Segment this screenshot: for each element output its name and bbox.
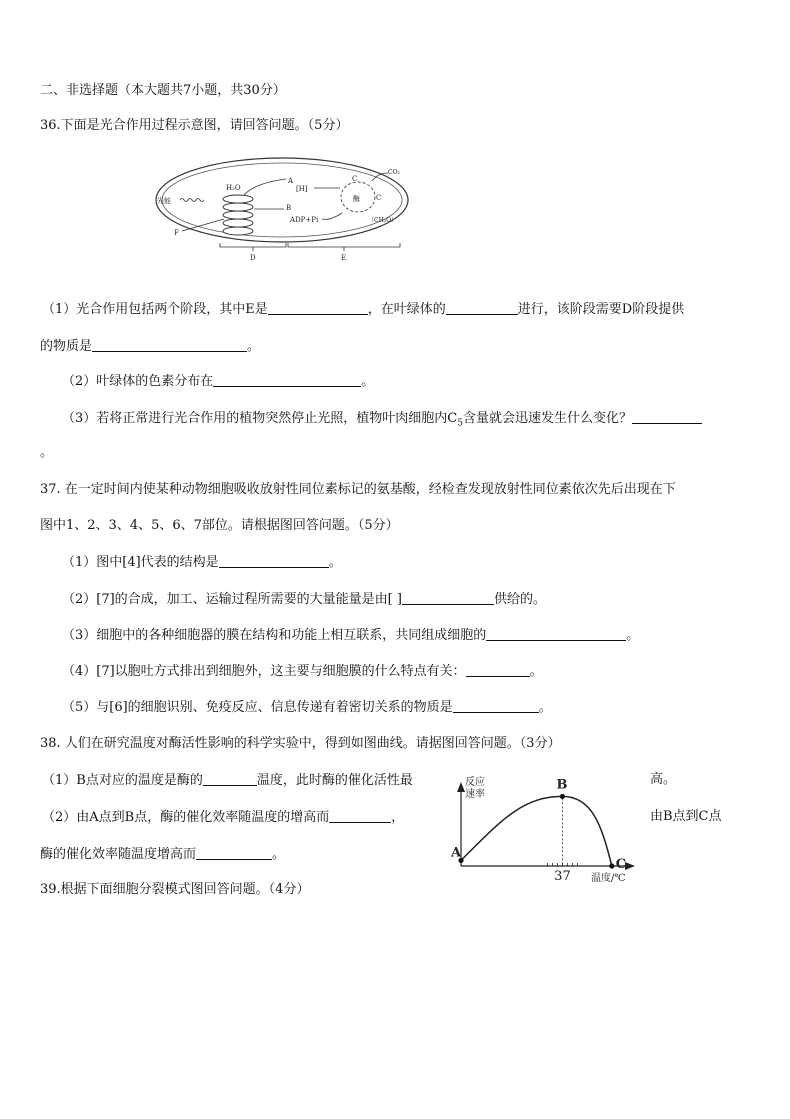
q38-sub2: （2）由A点到B点，酶的催化效率随温度的增高而 ， [42,810,405,825]
adp-label: ADP+Pi [290,216,319,224]
point-label-c: C [615,857,627,872]
answer-blank[interactable] [329,808,391,823]
photosynthesis-diagram [150,155,420,267]
x-label: 温度/℃ [591,873,626,884]
y-label-line2: 速率 [465,789,485,800]
answer-blank[interactable] [466,662,530,677]
answer-blank[interactable] [632,409,702,424]
q37-sub5: （5）与[6]的细胞识别、免疫反应、信息传递有着密切关系的物质是 。 [62,700,552,715]
co2-arrow [372,173,388,181]
section-title: 二、非选择题（本大题共7小题，共30分） [40,83,286,98]
q37-sub3: （3）细胞中的各种细胞器的膜在结构和功能上相互联系，共同组成细胞的 。 [62,628,640,643]
q38-sub1: （1）B点对应的温度是酶的 温度，此时酶的催化活性最 [42,773,413,788]
h2o-arrow [244,179,286,195]
q38-sub1-end: 高。 [650,772,677,787]
y-label-line1: 反应 [465,777,485,788]
point-b [560,794,565,799]
q36-stem: 36.下面是光合作用过程示意图，请回答问题。（5分） [40,118,349,133]
q39-stem: 39.根据下面细胞分裂模式图回答问题。（4分） [40,882,310,897]
b-label: B [286,204,292,212]
q36-sub2: （2）叶绿体的色素分布在 。 [62,374,375,389]
f-pointer [182,219,224,231]
enzyme-rate-chart [445,774,645,886]
answer-blank[interactable] [213,372,361,387]
answer-blank[interactable] [453,698,539,713]
grana-stack-icon [223,195,253,235]
answer-blank[interactable] [219,553,329,568]
c-right-label: C [376,194,382,202]
chloroplast-outline [156,158,408,242]
point-c [609,863,614,868]
point-label-b: B [556,777,568,793]
answer-blank[interactable] [92,337,247,352]
q37-stem-line2: 图中1、2、3、4、5、6、7部位。请根据图回答问题。（5分） [40,518,399,533]
point-label-a: A [451,845,462,861]
a-label: A [288,177,294,185]
q36-sub3-end: 。 [40,445,54,460]
co2-label: CO₂ [388,169,400,176]
e-label: E [341,254,347,262]
chloroplast-inner [162,163,402,237]
answer-blank[interactable] [402,590,494,605]
q38-sub2-end: 由B点到C点 [650,809,722,824]
e-brace [288,243,400,251]
answer-blank[interactable] [196,845,272,860]
q37-stem-line1: 37. 在一定时间内使某种动物细胞吸收放射性同位素标记的氨基酸，经检查发现放射性同位素依次先后出现在下 [40,482,676,497]
q36-sub1-line2: 的物质是 。 [40,339,261,354]
q36-sub3: （3）若将正常进行光合作用的植物突然停止光照，植物叶肉细胞内$C_5$含量就会迅速发生什么变化？ [62,409,702,433]
c-top-label: C [352,175,358,183]
q38-sub2-line2: 酶的催化效率随温度增高而 。 [40,847,286,862]
x-axis-arrow-icon [625,862,635,870]
q37-sub1: （1）图中[4]代表的结构是 。 [62,555,342,570]
light-wave-icon [180,199,204,202]
q38-stem: 38. 人们在研究温度对酶活性影响的科学实验中，得到如图曲线。请据图回答问题。（3分） [40,736,561,751]
answer-blank[interactable] [446,300,518,315]
rate-curve [461,796,612,866]
ch2o-label: （CH₂O） [368,217,398,224]
answer-blank[interactable] [486,626,626,641]
light-label: 光能 [157,197,171,205]
h2o-label: H₂O [226,184,241,192]
adp-return-arrow [322,213,342,219]
answer-blank[interactable] [268,300,368,315]
answer-blank[interactable] [203,771,257,786]
f-label: F [174,229,179,237]
q37-sub2: （2）[7]的合成，加工、运输过程所需要的大量能量是由[ ] 供给的。 [62,592,546,607]
q37-sub4: （4）[7]以胞吐方式排出到细胞外，这主要与细胞膜的什么特点有关： 。 [62,664,543,679]
tick-label-37: 37 [554,869,571,884]
y-axis-arrow-icon [457,782,465,792]
enzyme-label: 酶 [353,195,360,203]
h-label: [H] [296,185,308,193]
q36-sub1-line1: （1）光合作用包括两个阶段，其中E是 ，在叶绿体的 进行，该阶段需要D阶段提供 [42,302,685,317]
d-label: D [250,254,256,262]
d-brace [220,243,286,251]
